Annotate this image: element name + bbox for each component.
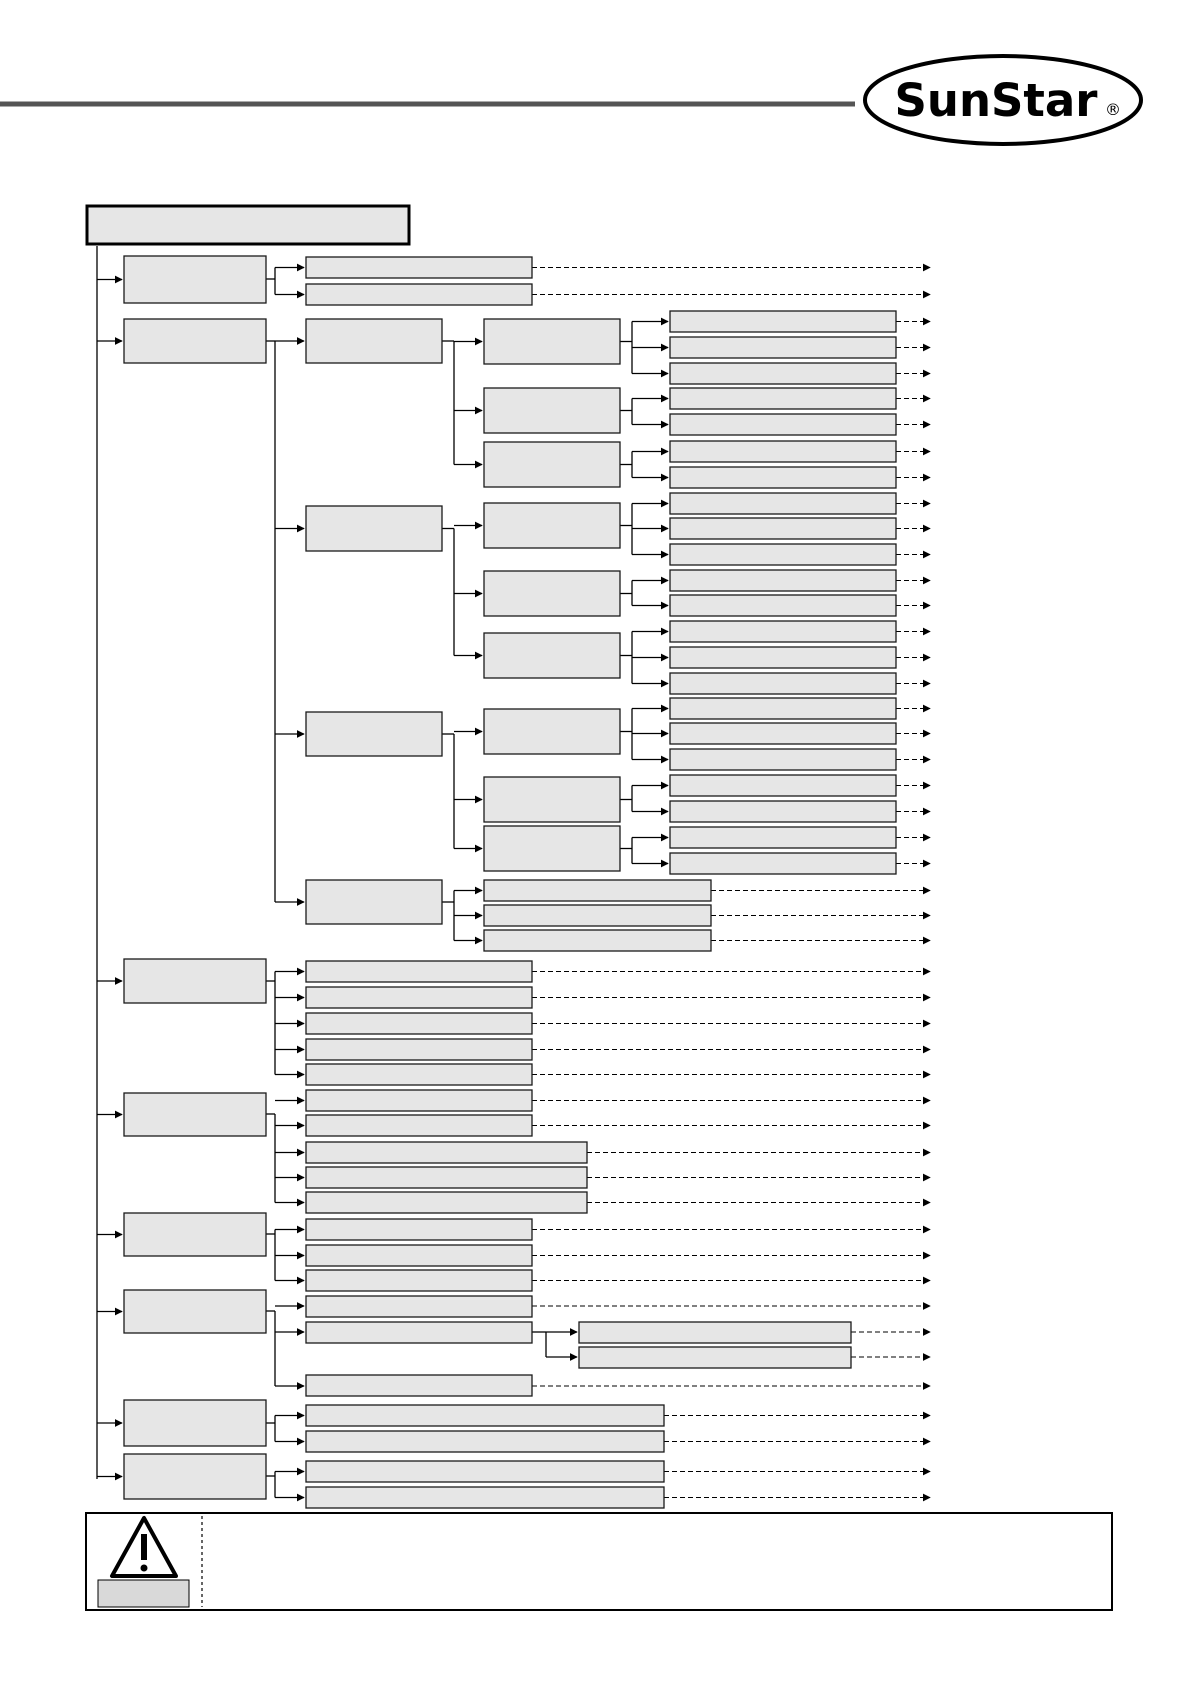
level1-box — [124, 319, 266, 363]
level3-box — [484, 503, 620, 548]
leaf-box — [670, 749, 896, 770]
level3-box — [484, 633, 620, 678]
leaf-box — [579, 1347, 851, 1368]
level3-box — [484, 777, 620, 822]
leaf-box — [670, 388, 896, 409]
leaf-box — [306, 1296, 532, 1317]
leaf-box — [670, 595, 896, 616]
level1-box — [124, 1454, 266, 1499]
leaf-box — [670, 467, 896, 488]
level1-box — [124, 256, 266, 303]
level3-box — [484, 826, 620, 871]
leaf-box — [670, 363, 896, 384]
level3-box — [484, 442, 620, 487]
leaf-box — [306, 1431, 664, 1452]
leaf-box — [670, 544, 896, 565]
leaf-box — [306, 257, 532, 278]
leaf-box — [306, 1192, 587, 1213]
leaf-box — [484, 880, 711, 901]
leaf-box — [306, 1487, 664, 1508]
leaf-box — [670, 673, 896, 694]
leaf-box — [484, 905, 711, 926]
level2-box — [306, 319, 442, 363]
menu-boxes — [124, 256, 896, 1508]
leaf-box — [670, 570, 896, 591]
leaf-box — [306, 1375, 532, 1396]
leaf-box — [670, 801, 896, 822]
diagram-title-box — [87, 206, 409, 244]
leaf-box — [306, 1013, 532, 1034]
level3-box — [484, 319, 620, 364]
leaf-box — [670, 647, 896, 668]
leaf-box — [306, 1064, 532, 1085]
registered-mark: ® — [1105, 100, 1121, 119]
level1-box — [124, 1290, 266, 1333]
leaf-box — [306, 1115, 532, 1136]
level1-box — [124, 1400, 266, 1446]
leaf-box — [306, 1142, 587, 1163]
leaf-box — [670, 775, 896, 796]
level1-box — [124, 959, 266, 1003]
leaf-box — [670, 337, 896, 358]
sunstar-logo — [865, 56, 1141, 144]
leaf-box — [306, 1039, 532, 1060]
leaf-box — [670, 518, 896, 539]
leaf-box — [306, 1167, 587, 1188]
leaf-box — [306, 1090, 532, 1111]
leaf-box — [306, 961, 532, 982]
leaf-box — [484, 930, 711, 951]
leaf-box — [670, 493, 896, 514]
level2-box — [306, 880, 442, 924]
leaf-box — [306, 1405, 664, 1426]
level1-box — [124, 1213, 266, 1256]
leaf-box — [670, 441, 896, 462]
level3-box — [484, 388, 620, 433]
warning-label-box — [98, 1580, 189, 1607]
leaf-box — [306, 1322, 532, 1343]
leaf-box — [670, 311, 896, 332]
leaf-box — [306, 1245, 532, 1266]
leaf-box — [306, 1270, 532, 1291]
leaf-box — [306, 1219, 532, 1240]
level1-box — [124, 1093, 266, 1136]
leaf-box — [670, 827, 896, 848]
leaf-box — [306, 1461, 664, 1482]
leaf-box — [670, 621, 896, 642]
level3-box — [484, 571, 620, 616]
level2-box — [306, 712, 442, 756]
leaf-box — [306, 987, 532, 1008]
brand-name: SunStar — [894, 74, 1098, 127]
level2-box — [306, 506, 442, 551]
level3-box — [484, 709, 620, 754]
leaf-box — [579, 1322, 851, 1343]
leaf-box — [306, 284, 532, 305]
leaf-box — [670, 414, 896, 435]
warning-panel — [86, 1513, 1112, 1610]
leaf-box — [670, 723, 896, 744]
leaf-box — [670, 698, 896, 719]
leaf-box — [670, 853, 896, 874]
